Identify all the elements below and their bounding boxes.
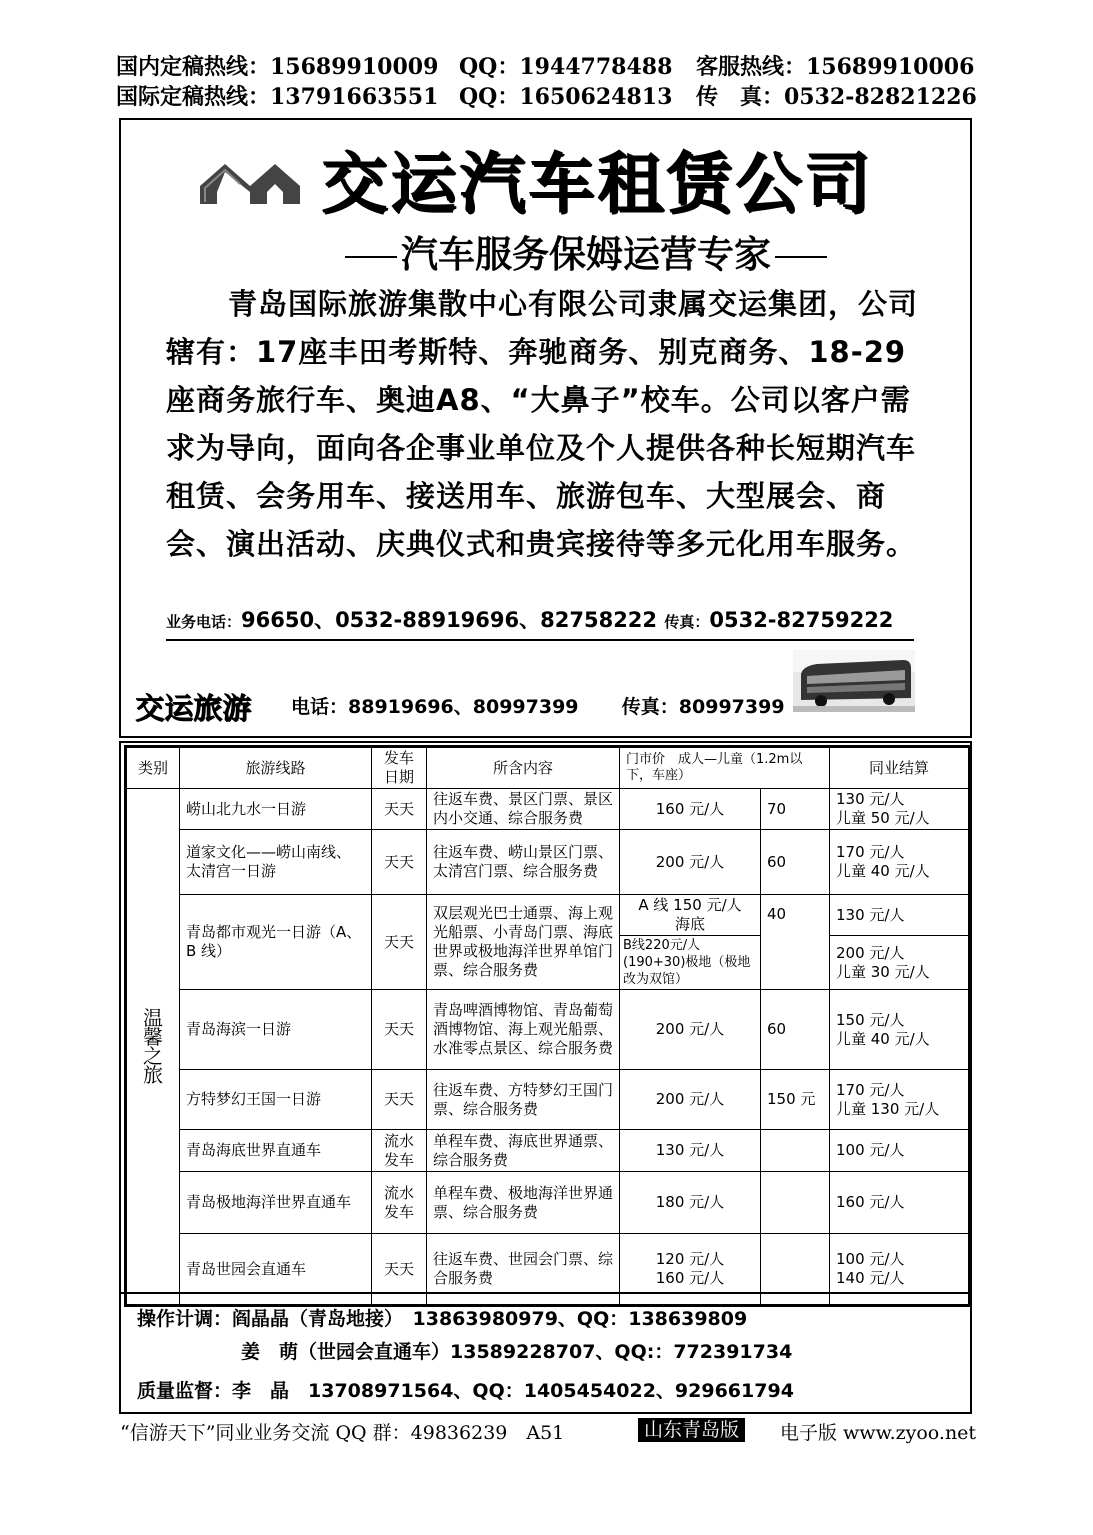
slogan	[341, 224, 831, 278]
route-name: 青岛极地海洋世界直通车	[180, 1172, 372, 1234]
settlement-price: 170 元/人 儿童 130 元/人	[830, 1070, 970, 1130]
settlement-price: 150 元/人 儿童 40 元/人	[830, 990, 970, 1070]
domestic-qq: QQ：1944778488	[459, 54, 673, 80]
adult-price: 200 元/人	[620, 990, 761, 1070]
settlement-price-b: 200 元/人 儿童 30 元/人	[830, 936, 970, 990]
company-logo-icon	[195, 156, 305, 206]
header-route: 旅游线路	[180, 747, 372, 789]
intl-hotline: 国际定稿热线：13791663551	[116, 84, 439, 110]
operations-contacts	[119, 1294, 972, 1414]
adult-price-a: A 线 150 元/人 海底	[620, 895, 761, 936]
fax-line: 传 真：0532-82821226	[696, 84, 977, 110]
ops-contact-2: 姜 萌（世园会直通车）13589228707、QQ:：772391734	[241, 1341, 793, 1363]
table-row	[126, 1172, 970, 1234]
header-price: 门市价 成人—儿童（1.2m以下，车座）	[620, 747, 830, 789]
intl-qq: QQ：1650624813	[459, 84, 673, 110]
company-intro: 青岛国际旅游集散中心有限公司隶属交运集团，公司辖有：17座丰田考斯特、奔驰商务、别克商务、18-29座商务旅行车、奥迪A8、“大鼻子”校车。公司以客户需求为导向，面向各企事业单位及个人提供各种长短期汽车租赁、会务用车、接送用车、旅游包车、大型展会、商会、演出活动、庆典仪式和贵宾接待等多元化用车服务。	[166, 287, 919, 561]
route-name: 青岛世园会直通车	[180, 1234, 372, 1306]
includes: 往返车费、景区门票、景区内小交通、综合服务费	[427, 789, 620, 830]
table-row	[126, 789, 970, 830]
travel-contact	[291, 692, 785, 719]
travel-title: 交运旅游	[135, 691, 252, 725]
departure: 天天	[372, 789, 427, 830]
includes: 往返车费、世园会门票、综合服务费	[427, 1234, 620, 1306]
category-cell	[126, 789, 180, 1306]
header-departure: 发车日期	[372, 747, 427, 789]
header-settlement: 同业结算	[830, 747, 970, 789]
biz-phone-label: 业务电话：	[166, 613, 242, 631]
header-category: 类别	[126, 747, 180, 789]
coach-bus-photo	[793, 650, 915, 712]
departure: 天天	[372, 1070, 427, 1130]
route-name: 道家文化——崂山南线、太清宫一日游	[180, 830, 372, 895]
adult-price: 130 元/人	[620, 1130, 761, 1172]
child-price: 150 元	[761, 1070, 830, 1130]
includes: 往返车费、方特梦幻王国门票、综合服务费	[427, 1070, 620, 1130]
adult-price: 160 元/人	[620, 789, 761, 830]
settlement-price: 100 元/人	[830, 1130, 970, 1172]
table-row	[126, 895, 970, 936]
child-price: 70	[761, 789, 830, 830]
route-table-grid	[124, 745, 971, 1307]
business-phone	[166, 604, 893, 634]
departure: 天天	[372, 1234, 427, 1306]
table-header-row	[126, 747, 970, 789]
slogan-left-rule	[345, 256, 397, 258]
child-price	[761, 1130, 830, 1172]
table-row	[126, 990, 970, 1070]
route-name: 方特梦幻王国一日游	[180, 1070, 372, 1130]
settlement-price-a: 130 元/人	[830, 895, 970, 936]
route-name: 青岛都市观光一日游（A、B 线）	[180, 895, 372, 990]
departure: 流水发车	[372, 1130, 427, 1172]
child-price	[761, 1172, 830, 1234]
table-row	[126, 1130, 970, 1172]
category-label: 温馨之旅	[143, 1005, 163, 1087]
slogan-right-rule	[775, 256, 827, 258]
domestic-hotline: 国内定稿热线：15689910009	[116, 54, 439, 80]
quality-supervisor: 质量监督：李 晶 13708971564、QQ：1405454022、929661794	[137, 1380, 794, 1402]
departure: 流水发车	[372, 1172, 427, 1234]
divider	[166, 639, 914, 641]
service-hotline: 客服热线：15689910006	[696, 54, 975, 80]
footer-website: 电子版 www.zyoo.net	[780, 1422, 977, 1444]
slogan-text: 汽车服务保姆运营专家	[401, 233, 771, 276]
rental-ad-box	[119, 118, 972, 738]
includes: 青岛啤酒博物馆、青岛葡萄酒博物馆、海上观光船票、水准零点景区、综合服务费	[427, 990, 620, 1070]
settlement-price: 100 元/人 140 元/人	[830, 1234, 970, 1306]
includes: 双层观光巴士通票、海上观光船票、小青岛门票、海底世界或极地海洋世界单馆门票、综合服务费	[427, 895, 620, 990]
route-name: 青岛海滨一日游	[180, 990, 372, 1070]
biz-fax-number: 0532-82759222	[709, 608, 894, 632]
biz-phone-number: 96650、0532-88919696、82758222	[241, 608, 658, 632]
departure: 天天	[372, 990, 427, 1070]
table-row	[126, 830, 970, 895]
route-price-table	[119, 741, 972, 1294]
includes: 往返车费、崂山景区门票、太清宫门票、综合服务费	[427, 830, 620, 895]
route-name: 青岛海底世界直通车	[180, 1130, 372, 1172]
child-price: 60	[761, 990, 830, 1070]
route-name: 崂山北九水一日游	[180, 789, 372, 830]
settlement-price: 130 元/人 儿童 50 元/人	[830, 789, 970, 830]
departure: 天天	[372, 830, 427, 895]
settlement-price: 170 元/人 儿童 40 元/人	[830, 830, 970, 895]
adult-price: 200 元/人	[620, 1070, 761, 1130]
child-price: 60	[761, 830, 830, 895]
header-includes: 所含内容	[427, 747, 620, 789]
ops-contact-1: 操作计调：阎晶晶（青岛地接） 13863980979、QQ：138639809	[137, 1308, 748, 1330]
edition-badge: 山东青岛版	[638, 1418, 745, 1442]
includes: 单程车费、极地海洋世界通票、综合服务费	[427, 1172, 620, 1234]
biz-fax-label: 传真：	[664, 613, 710, 631]
table-row	[126, 1070, 970, 1130]
adult-price: 180 元/人	[620, 1172, 761, 1234]
adult-price: 200 元/人	[620, 830, 761, 895]
company-name: 交运汽车租赁公司	[321, 145, 873, 222]
includes: 单程车费、海底世界通票、综合服务费	[427, 1130, 620, 1172]
travel-phone: 电话：88919696、80997399	[291, 696, 579, 718]
footer-qq-group: “信游天下”同业业务交流 QQ 群：49836239 A51	[120, 1422, 565, 1444]
adult-price-b: B线220元/人(190+30)极地（极地改为双馆）	[620, 936, 761, 990]
travel-fax: 传真：80997399	[621, 696, 785, 718]
settlement-price: 160 元/人	[830, 1172, 970, 1234]
departure: 天天	[372, 895, 427, 990]
adult-price: 120 元/人 160 元/人	[620, 1234, 761, 1306]
child-price: 40	[761, 895, 830, 990]
